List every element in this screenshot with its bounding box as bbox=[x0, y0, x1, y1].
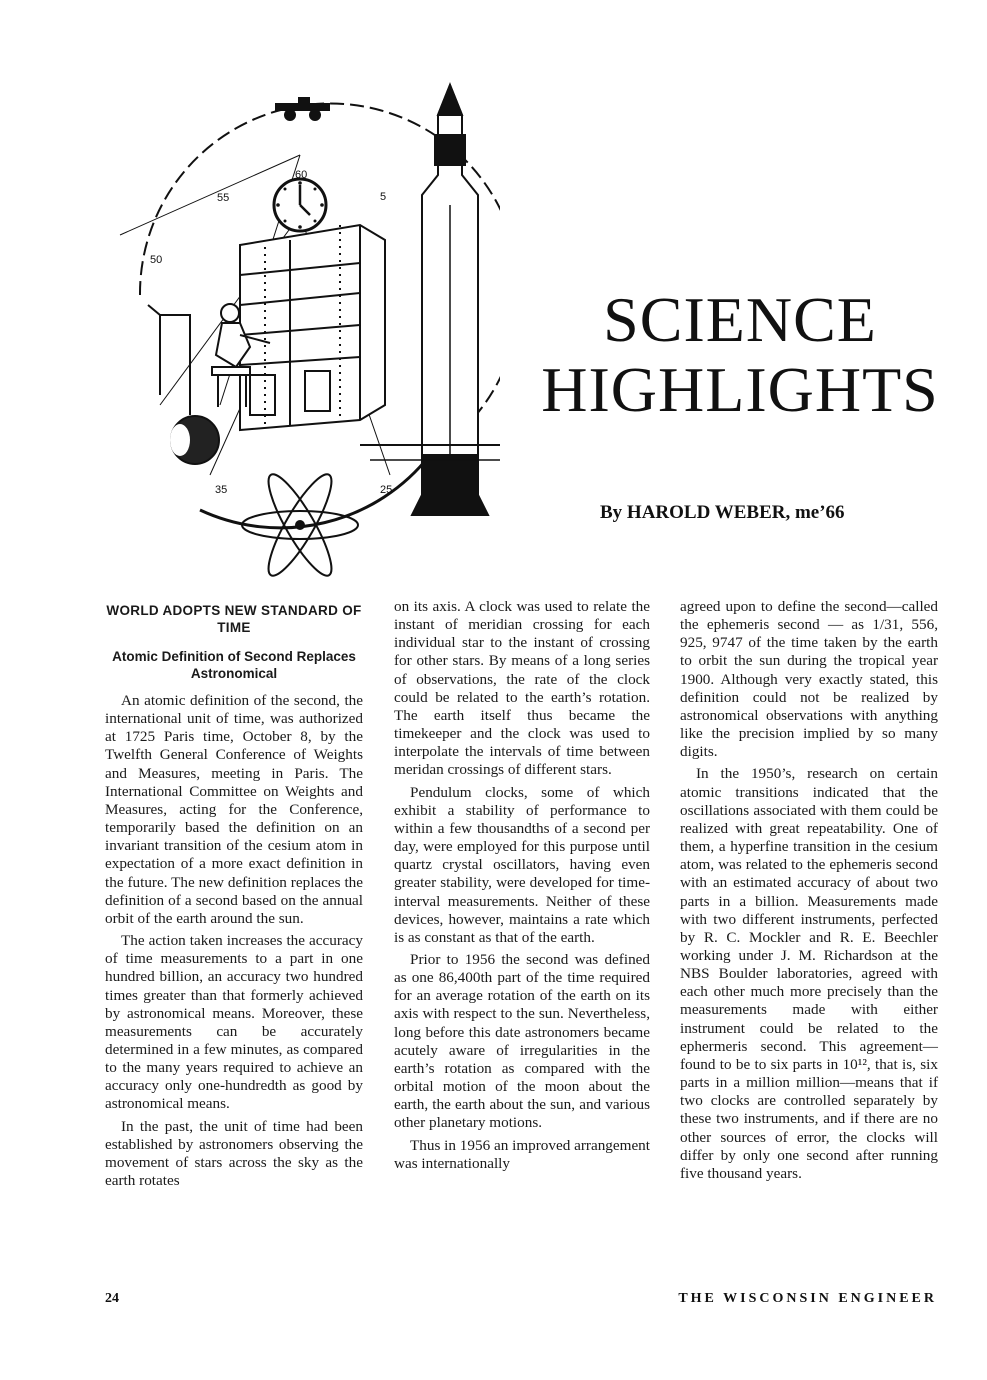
column-2 bbox=[394, 598, 650, 1177]
title-line-2: HIGHLIGHTS bbox=[541, 354, 939, 425]
top-figure bbox=[275, 97, 330, 121]
science-illustration bbox=[100, 75, 500, 585]
page-number: 24 bbox=[105, 1291, 119, 1306]
atomic-clock-cabinet bbox=[240, 225, 385, 430]
column-3 bbox=[680, 598, 938, 1187]
article-paragraph: An atomic definition of the second, the international unit of time, was authorized at 1725 Paris time, October 8, by the Twelfth General Conference of Weights and Measures, meeting in Paris. The International Committee on Weights and Measures, acting for the Conference, temporarily based the definition on an invariant transition of the cesium atom in expectation of a more exact definition in the future. The new definition replaces the definition of a second based on the annual orbit of the earth around the sun. bbox=[105, 692, 363, 927]
publication-name: THE WISCONSIN ENGINEER bbox=[678, 1291, 937, 1306]
article-headline: WORLD ADOPTS NEW STANDARD OF TIME bbox=[106, 603, 362, 635]
article-paragraph: Pendulum clocks, some of which exhibit a stability of performance to within a few thousandths of a second per day, were employed for this purpose until quartz crystal oscillators, having even greater stability, were developed for time-interval measurements. Neither of these devices, however, maintains a rate which is as constant as that of the earth. bbox=[394, 783, 650, 946]
clock-label-25: 25 bbox=[380, 484, 393, 496]
article-paragraph: Prior to 1956 the second was defined as one 86,400th part of the time required for an average rotation of the earth on its axis with respect to the sun. Nevertheless, long before this date astronomers became acutely aware of irregularities in the earth’s rotation as compared with the orbital motion of the moon about the earth, the earth about the sun, and various other planetary motions. bbox=[394, 950, 650, 1132]
clock-label-60: 60 bbox=[295, 169, 308, 181]
article-paragraph-split: Thus in 1956 an improved arrangement was internationally bbox=[394, 1136, 650, 1172]
lab-apparatus bbox=[148, 305, 219, 464]
article-paragraph-continued: agreed upon to define the second—called the ephemeris second — as 1/31, 556, 925, 9747 of the time taken by the earth to orbit the sun during the tropical year 1900. Although very exactly stated, this definition could not be realized by astronomical observations with anything like the precision implied by so many digits. bbox=[680, 598, 938, 761]
title-line-1: SCIENCE bbox=[603, 284, 877, 355]
byline: By HAROLD WEBER, me’66 bbox=[600, 502, 845, 523]
article-subhead: Atomic Definition of Second Replaces Astronomical bbox=[112, 649, 356, 681]
article-paragraph-split: In the past, the unit of time had been established by astronomers observing the movement of stars across the sky as the earth rotates bbox=[105, 1117, 363, 1190]
column-1 bbox=[105, 598, 363, 1194]
clock-face-icon bbox=[274, 179, 326, 231]
article-paragraph: In the 1950’s, research on certain atomic transitions indicated that the oscillations associated with them could be realized with great repeatability. One of them, a hyperfine transition in the cesium atom, was related to the ephemeris second with an estimated accuracy of about two parts in a billion. Measurements made with two different instruments, perfected by R. C. Mockler and R. E. Beechler working under J. M. Richardson at the NBS Boulder laboratories, agreed with each other much more precisely than the measurements made with either instrument could be related to the ephermeris second. This agreement—found to be to six parts in 10¹², that is, six parts in a million million—means that if two clocks are controlled separately by these two instruments, and if there are no other sources of error, the clocks will differ by only one second after running five thousand years. bbox=[680, 765, 938, 1182]
clock-label-35: 35 bbox=[215, 484, 228, 496]
article-paragraph-continued: on its axis. A clock was used to relate the instant of meridian crossing for each individual star to the instant of crossing for other stars. By means of a long series of observations, the rate of the clock could be related to the earth’s rotation. The earth itself thus became the timekeeper and the clock was used to interpolate the intervals of time between meridan crossings of different stars. bbox=[394, 598, 650, 779]
article-paragraph: The action taken increases the accuracy of time measurements to a part in one hundred billion, an accuracy two hundred times greater than that formerly achieved by astronomical means. Moreover, these measurements can be accurately determined in a few minutes, as compared to the many years required to achieve an accuracy only one-hundredth as good by astronomical means. bbox=[105, 932, 363, 1113]
clock-label-50: 50 bbox=[150, 254, 163, 266]
page-title bbox=[520, 285, 960, 425]
clock-label-5: 5 bbox=[380, 191, 387, 203]
clock-label-55: 55 bbox=[217, 192, 230, 204]
atom-icon bbox=[242, 468, 358, 582]
